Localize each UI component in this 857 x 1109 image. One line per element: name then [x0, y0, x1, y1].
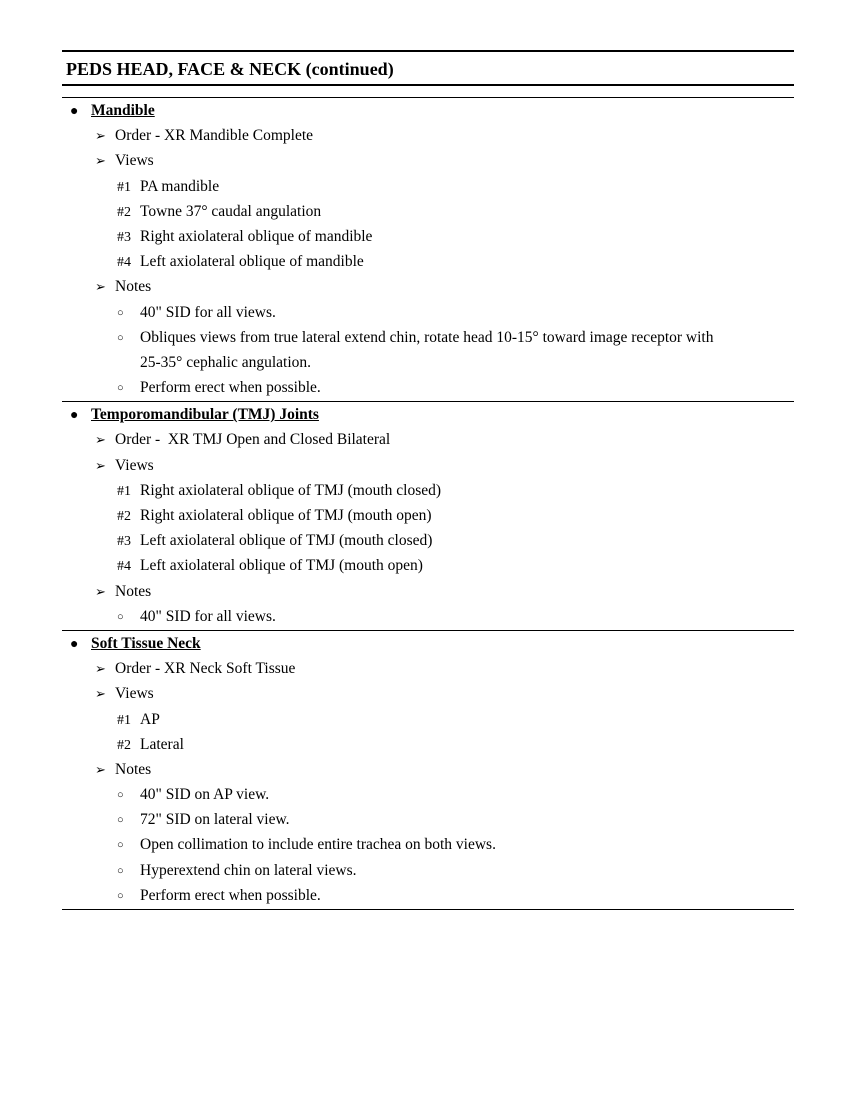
note-text: 72" SID on lateral view.: [140, 811, 290, 829]
order-item: [62, 427, 794, 452]
order-item: [62, 123, 794, 148]
note-text: Open collimation to include entire trachea on both views.: [140, 836, 496, 854]
view-text: AP: [140, 710, 160, 728]
note-text: Obliques views from true lateral extend chin, rotate head 10-15° toward image receptor with: [140, 328, 714, 346]
note-item: [62, 300, 794, 325]
page-header: [62, 50, 794, 86]
arrow-bullet-icon: ➢: [95, 128, 106, 144]
circle-bullet-icon: ○: [117, 889, 124, 902]
view-item: [62, 503, 794, 528]
view-number: #2: [117, 737, 131, 753]
view-text: PA mandible: [140, 177, 220, 195]
view-text: Right axiolateral oblique of TMJ (mouth closed): [140, 481, 442, 499]
circle-bullet-icon: ○: [117, 306, 124, 319]
order-text: Order - XR Neck Soft Tissue: [115, 660, 296, 678]
view-item: [62, 478, 794, 503]
note-text: Hyperextend chin on lateral views.: [140, 861, 357, 879]
section-mandible: [62, 98, 794, 402]
view-item: [62, 199, 794, 224]
circle-bullet-icon: ○: [117, 331, 124, 344]
view-number: #4: [117, 559, 131, 575]
note-continuation: [62, 350, 794, 375]
section-soft-tissue-neck: [62, 631, 794, 910]
bullet-icon: ●: [70, 104, 79, 119]
view-item: [62, 707, 794, 732]
notes-label: Notes: [115, 582, 152, 600]
section-title: Temporomandibular (TMJ) Joints: [91, 406, 319, 424]
order-text: Order - XR Mandible Complete: [115, 127, 314, 145]
arrow-bullet-icon: ➢: [95, 686, 106, 702]
section-heading: [62, 402, 794, 427]
note-text-continued: 25-35° cephalic angulation.: [140, 353, 312, 371]
view-number: #3: [117, 229, 131, 245]
circle-bullet-icon: ○: [117, 814, 124, 827]
arrow-bullet-icon: ➢: [95, 583, 106, 599]
section-title: Mandible: [91, 102, 155, 119]
circle-bullet-icon: ○: [117, 789, 124, 802]
view-text: Towne 37° caudal angulation: [140, 202, 322, 220]
view-number: #4: [117, 255, 131, 271]
page-title: PEDS HEAD, FACE & NECK (continued): [66, 59, 394, 79]
arrow-bullet-icon: ➢: [95, 279, 106, 295]
view-text: Left axiolateral oblique of TMJ (mouth closed): [140, 532, 433, 550]
note-item: [62, 807, 794, 832]
view-text: Lateral: [140, 735, 184, 753]
view-item: [62, 732, 794, 757]
view-text: Left axiolateral oblique of mandible: [140, 253, 364, 271]
section-heading: [62, 631, 794, 656]
note-item: [62, 883, 794, 908]
circle-bullet-icon: ○: [117, 610, 124, 623]
view-text: Left axiolateral oblique of TMJ (mouth open): [140, 557, 423, 575]
note-item: [62, 858, 794, 883]
view-item: [62, 553, 794, 578]
notes-heading: [62, 274, 794, 299]
note-item: [62, 375, 794, 400]
section-heading: [62, 98, 794, 123]
note-text: Perform erect when possible.: [140, 886, 321, 904]
note-item: [62, 832, 794, 857]
note-text: 40" SID for all views.: [140, 607, 276, 625]
note-item: [62, 325, 794, 350]
views-heading: [62, 681, 794, 706]
note-text: Perform erect when possible.: [140, 379, 321, 397]
arrow-bullet-icon: ➢: [95, 761, 106, 777]
arrow-bullet-icon: ➢: [95, 457, 106, 473]
view-number: #1: [117, 712, 131, 728]
views-heading: [62, 453, 794, 478]
view-number: #1: [117, 483, 131, 499]
view-number: #2: [117, 509, 131, 524]
order-item: [62, 656, 794, 681]
view-item: [62, 174, 794, 199]
views-heading: [62, 148, 794, 173]
notes-label: Notes: [115, 278, 152, 296]
arrow-bullet-icon: ➢: [95, 432, 106, 448]
view-text: Right axiolateral oblique of TMJ (mouth open): [140, 507, 432, 524]
arrow-bullet-icon: ➢: [95, 661, 106, 677]
bullet-icon: ●: [70, 636, 79, 652]
circle-bullet-icon: ○: [117, 839, 124, 852]
views-label: Views: [115, 456, 154, 474]
view-number: #1: [117, 179, 131, 195]
notes-heading: [62, 757, 794, 782]
section-tmj-joints: [62, 402, 794, 631]
section-title: Soft Tissue Neck: [91, 634, 201, 652]
views-label: Views: [115, 685, 154, 703]
view-item: [62, 528, 794, 553]
document-page: [62, 50, 794, 910]
circle-bullet-icon: ○: [117, 864, 124, 877]
bullet-icon: ●: [70, 408, 79, 424]
view-item: [62, 249, 794, 274]
circle-bullet-icon: ○: [117, 382, 124, 395]
note-text: 40" SID on AP view.: [140, 786, 270, 804]
view-number: #2: [117, 204, 131, 220]
notes-label: Notes: [115, 760, 152, 778]
view-item: [62, 224, 794, 249]
views-label: Views: [115, 152, 154, 170]
arrow-bullet-icon: ➢: [95, 153, 106, 169]
note-item: [62, 604, 794, 629]
note-item: [62, 782, 794, 807]
view-text: Right axiolateral oblique of mandible: [140, 227, 373, 245]
view-number: #3: [117, 534, 131, 550]
notes-heading: [62, 579, 794, 604]
order-text: Order - XR TMJ Open and Closed Bilateral: [115, 431, 391, 449]
note-text: 40" SID for all views.: [140, 303, 276, 321]
